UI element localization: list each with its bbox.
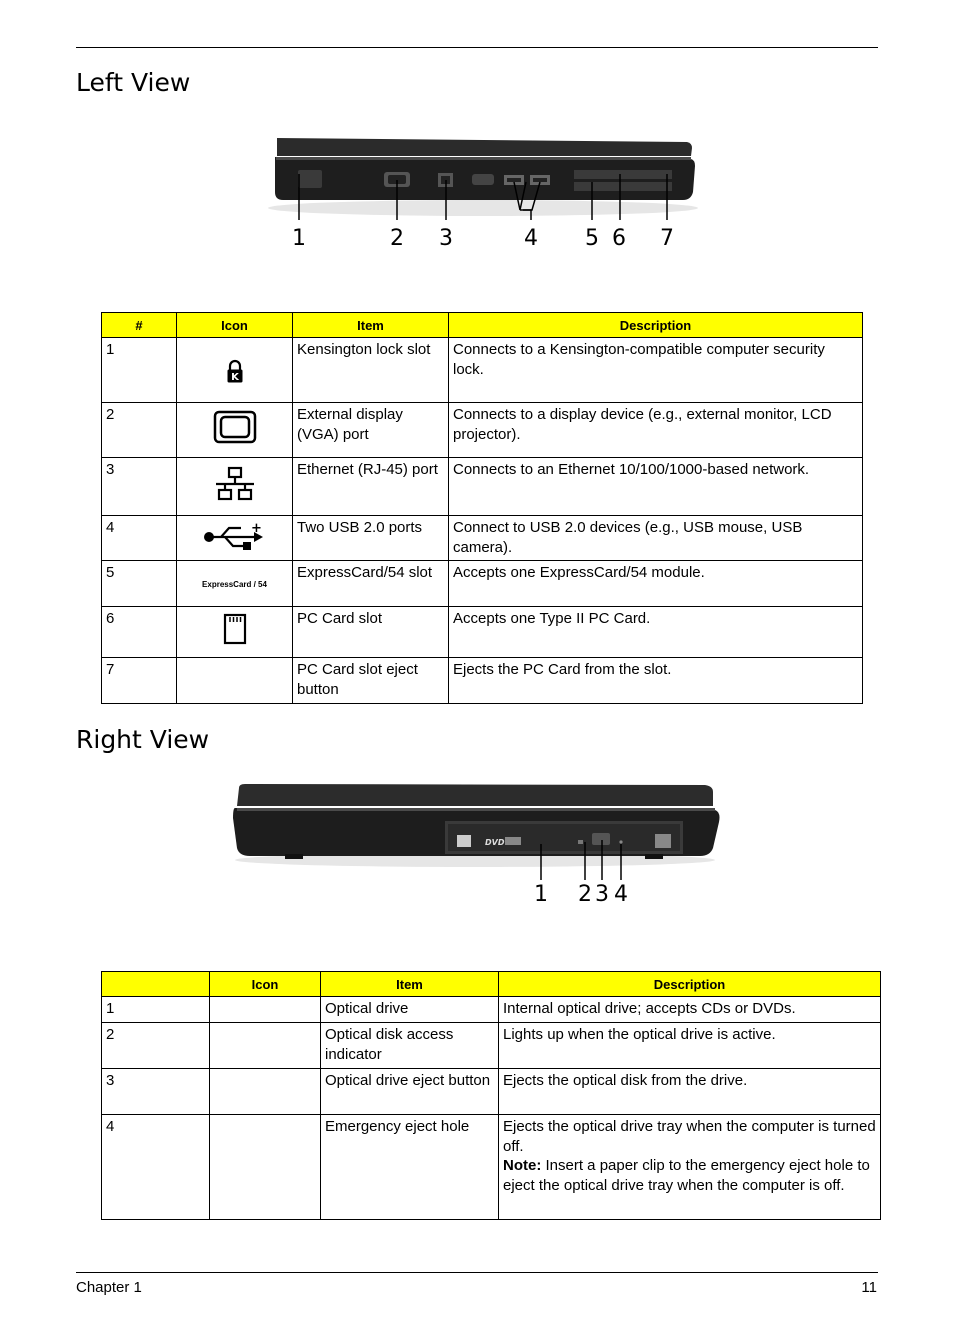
row-description: Accepts one Type II PC Card. xyxy=(449,607,863,658)
footer-chapter: Chapter 1 xyxy=(76,1279,142,1296)
right-callout-3: 3 xyxy=(595,882,609,907)
pc-card-icon xyxy=(223,613,247,645)
table-row xyxy=(102,403,863,458)
right-view-table xyxy=(101,971,881,1220)
row-description: Accepts one ExpressCard/54 module. xyxy=(449,561,863,607)
table-row xyxy=(102,1023,881,1069)
row-description-with-note xyxy=(499,1115,881,1220)
row-item: Kensington lock slot xyxy=(293,338,449,403)
row-number: 6 xyxy=(102,607,177,658)
row-description: Ejects the optical disk from the drive. xyxy=(499,1069,881,1115)
table-row xyxy=(102,607,863,658)
note-label: Note: xyxy=(503,1157,542,1174)
left-callout-7: 7 xyxy=(660,226,674,251)
table-row xyxy=(102,458,863,516)
note-text: Insert a paper clip to the emergency eject hole to eject the optical drive tray when the computer is off. xyxy=(503,1157,870,1194)
row-item: ExpressCard/54 slot xyxy=(293,561,449,607)
row-item: Emergency eject hole xyxy=(321,1115,499,1220)
row-item: External display (VGA) port xyxy=(293,403,449,458)
column-header-description: Description xyxy=(449,313,863,338)
table-row xyxy=(102,338,863,403)
row-description: Ejects the optical drive tray when the computer is turned off. xyxy=(503,1118,876,1155)
row-item: Two USB 2.0 ports xyxy=(293,516,449,561)
column-header-item: Item xyxy=(321,972,499,997)
row-number: 3 xyxy=(102,458,177,516)
left-callout-5: 5 xyxy=(585,226,599,251)
row-description: Connects to a display device (e.g., external monitor, LCD projector). xyxy=(449,403,863,458)
column-header-icon: Icon xyxy=(177,313,293,338)
row-number: 1 xyxy=(102,997,210,1023)
ethernet-network-icon xyxy=(213,466,257,502)
table-row xyxy=(102,997,881,1023)
right-callout-1: 1 xyxy=(534,882,548,907)
right-view-figure xyxy=(225,778,725,908)
column-header-number: # xyxy=(102,313,177,338)
row-item: Optical disk access indicator xyxy=(321,1023,499,1069)
table-row xyxy=(102,1069,881,1115)
row-icon-empty xyxy=(210,1023,321,1069)
row-number: 5 xyxy=(102,561,177,607)
table-row xyxy=(102,516,863,561)
table-row xyxy=(102,1115,881,1220)
expresscard-icon: ExpressCard / 54 xyxy=(202,579,267,589)
row-description: Connects to an Ethernet 10/100/1000-based network. xyxy=(449,458,863,516)
left-callout-6: 6 xyxy=(612,226,626,251)
right-view-heading: Right View xyxy=(76,725,210,754)
row-item: Optical drive xyxy=(321,997,499,1023)
row-number: 4 xyxy=(102,516,177,561)
column-header-icon: Icon xyxy=(210,972,321,997)
left-view-heading: Left View xyxy=(76,68,191,97)
dvd-logo: DVD xyxy=(485,838,505,847)
row-item: Optical drive eject button xyxy=(321,1069,499,1115)
table-row xyxy=(102,658,863,704)
row-description: Internal optical drive; accepts CDs or DVDs. xyxy=(499,997,881,1023)
table-header-row xyxy=(102,972,881,997)
row-icon-empty xyxy=(210,1115,321,1220)
right-callout-4: 4 xyxy=(614,882,628,907)
left-callout-2: 2 xyxy=(390,226,404,251)
footer-rule xyxy=(76,1272,878,1273)
row-item: PC Card slot xyxy=(293,607,449,658)
row-item: Ethernet (RJ-45) port xyxy=(293,458,449,516)
column-header-description: Description xyxy=(499,972,881,997)
left-view-table xyxy=(101,312,863,704)
svg-text:+: + xyxy=(250,521,262,537)
column-header-item: Item xyxy=(293,313,449,338)
table-header-row xyxy=(102,313,863,338)
right-callout-2: 2 xyxy=(578,882,592,907)
row-description: Connect to USB 2.0 devices (e.g., USB mouse, USB camera). xyxy=(449,516,863,561)
table-row xyxy=(102,561,863,607)
svg-text:K: K xyxy=(230,372,239,384)
left-callout-3: 3 xyxy=(439,226,453,251)
row-description: Lights up when the optical drive is active. xyxy=(499,1023,881,1069)
row-description: Connects to a Kensington-compatible computer security lock. xyxy=(449,338,863,403)
footer-page-number: 11 xyxy=(861,1279,877,1296)
left-view-figure xyxy=(255,130,710,255)
row-number: 7 xyxy=(102,658,177,704)
left-callout-4: 4 xyxy=(524,226,538,251)
row-icon-empty xyxy=(210,1069,321,1115)
vga-display-icon xyxy=(213,410,257,444)
left-callout-1: 1 xyxy=(292,226,306,251)
row-number: 2 xyxy=(102,1023,210,1069)
row-item: PC Card slot eject button xyxy=(293,658,449,704)
row-number: 3 xyxy=(102,1069,210,1115)
row-number: 2 xyxy=(102,403,177,458)
row-description: Ejects the PC Card from the slot. xyxy=(449,658,863,704)
column-header-number xyxy=(102,972,210,997)
row-number: 1 xyxy=(102,338,177,403)
row-icon-empty xyxy=(177,658,293,704)
top-rule xyxy=(76,47,878,48)
row-icon-empty xyxy=(210,997,321,1023)
row-number: 4 xyxy=(102,1115,210,1220)
kensington-lock-icon xyxy=(225,359,245,383)
usb-icon xyxy=(203,519,267,551)
